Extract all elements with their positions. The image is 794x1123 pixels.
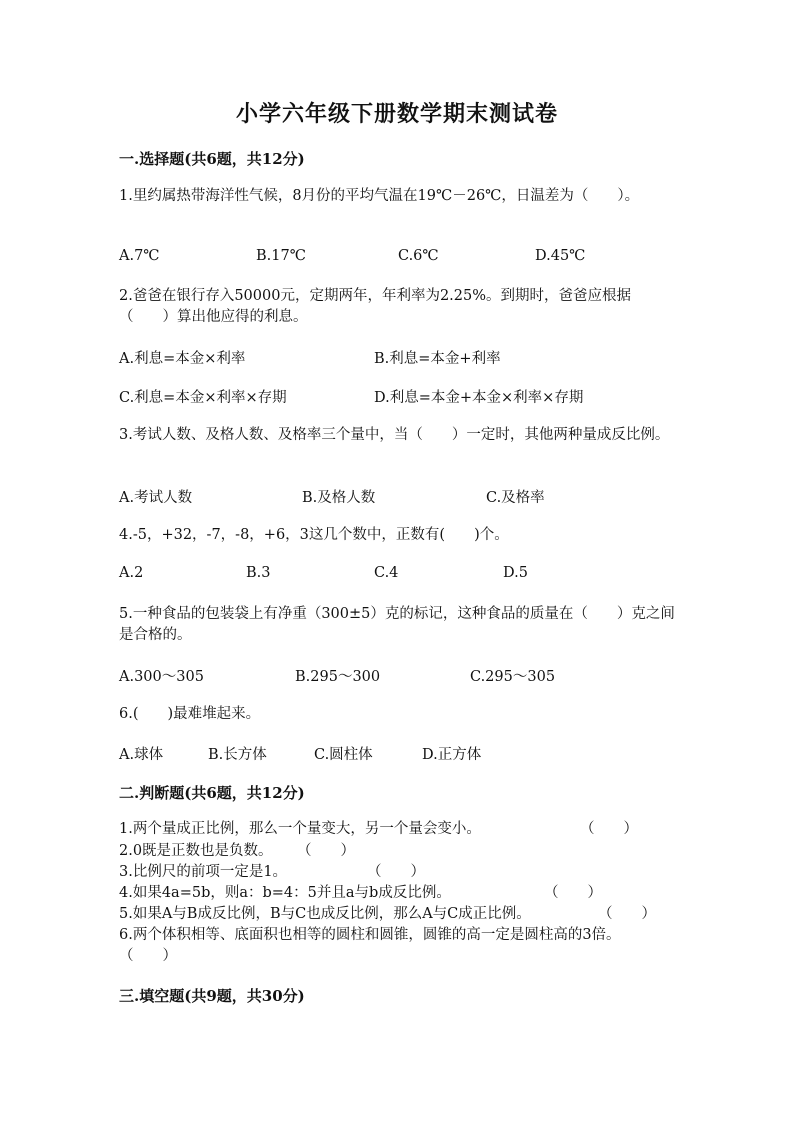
q2-option-b: B.利息=本金+利率 <box>374 351 501 367</box>
judgement-1: 1.两个量成正比例，那么一个量变大，另一个量会变小。 <box>119 821 481 837</box>
q1-option-d: D.45℃ <box>535 248 586 264</box>
page-title: 小学六年级下册数学期末测试卷 <box>235 101 558 127</box>
question-1: 1.里约属热带海洋性气候，8月份的平均气温在19℃－26℃，日温差为（ ）。 <box>119 188 640 204</box>
q6-option-b: B.长方体 <box>208 747 267 763</box>
judgement-4-blank: （ ） <box>544 885 602 901</box>
q3-option-b: B.及格人数 <box>302 490 376 506</box>
question-4: 4.-5，+32，-7，-8，+6，3这几个数中，正数有( )个。 <box>119 527 509 543</box>
judgement-3-blank: （ ） <box>367 864 425 880</box>
judgement-1-blank: （ ） <box>580 821 638 837</box>
question-3: 3.考试人数、及格人数、及格率三个量中，当（ ）一定时，其他两种量成反比例。 <box>119 427 670 443</box>
q4-option-c: C.4 <box>374 565 399 581</box>
question-6: 6.( )最难堆起来。 <box>119 706 261 722</box>
q6-option-d: D.正方体 <box>422 747 482 763</box>
section-heading-choice: 一.选择题(共6题，共12分) <box>119 150 305 168</box>
q3-option-a: A.考试人数 <box>119 490 193 506</box>
q2-option-a: A.利息=本金×利率 <box>119 351 246 367</box>
judgement-5: 5.如果A与B成反比例，B与C也成反比例，那么A与C成正比例。 <box>119 906 531 922</box>
judgement-3: 3.比例尺的前项一定是1。 <box>119 864 288 880</box>
judgement-2-blank: （ ） <box>297 843 355 859</box>
judgement-4: 4.如果4a=5b，则a：b=4：5并且a与b成反比例。 <box>119 885 451 901</box>
q4-option-a: A.2 <box>119 565 144 581</box>
section-heading-judgement: 二.判断题(共6题，共12分) <box>119 784 305 802</box>
q6-option-a: A.球体 <box>119 747 164 763</box>
judgement-2: 2.0既是正数也是负数。 <box>119 843 273 859</box>
q1-option-a: A.7℃ <box>119 248 160 264</box>
judgement-5-blank: （ ） <box>598 906 656 922</box>
q2-option-c: C.利息=本金×利率×存期 <box>119 390 287 406</box>
q4-option-b: B.3 <box>246 565 271 581</box>
question-5: 5.一种食品的包装袋上有净重（300±5）克的标记，这种食品的质量在（ ）克之间是合格的。 <box>119 606 675 643</box>
judgement-6: 6.两个体积相等、底面积也相等的圆柱和圆锥，圆锥的高一定是圆柱高的3倍。（ ） <box>119 927 621 964</box>
q1-option-b: B.17℃ <box>256 248 306 264</box>
q5-option-a: A.300～305 <box>119 669 204 685</box>
q4-option-d: D.5 <box>503 565 528 581</box>
question-2: 2.爸爸在银行存入50000元，定期两年，年利率为2.25%。到期时，爸爸应根据（ ）算出他应得的利息。 <box>119 288 632 325</box>
q3-option-c: C.及格率 <box>486 490 545 506</box>
q6-option-c: C.圆柱体 <box>314 747 373 763</box>
q1-option-c: C.6℃ <box>398 248 439 264</box>
q2-option-d: D.利息=本金+本金×利率×存期 <box>374 390 584 406</box>
q5-option-b: B.295～300 <box>295 669 381 685</box>
q5-option-c: C.295～305 <box>470 669 556 685</box>
section-heading-fill-blank: 三.填空题(共9题，共30分) <box>119 987 305 1005</box>
